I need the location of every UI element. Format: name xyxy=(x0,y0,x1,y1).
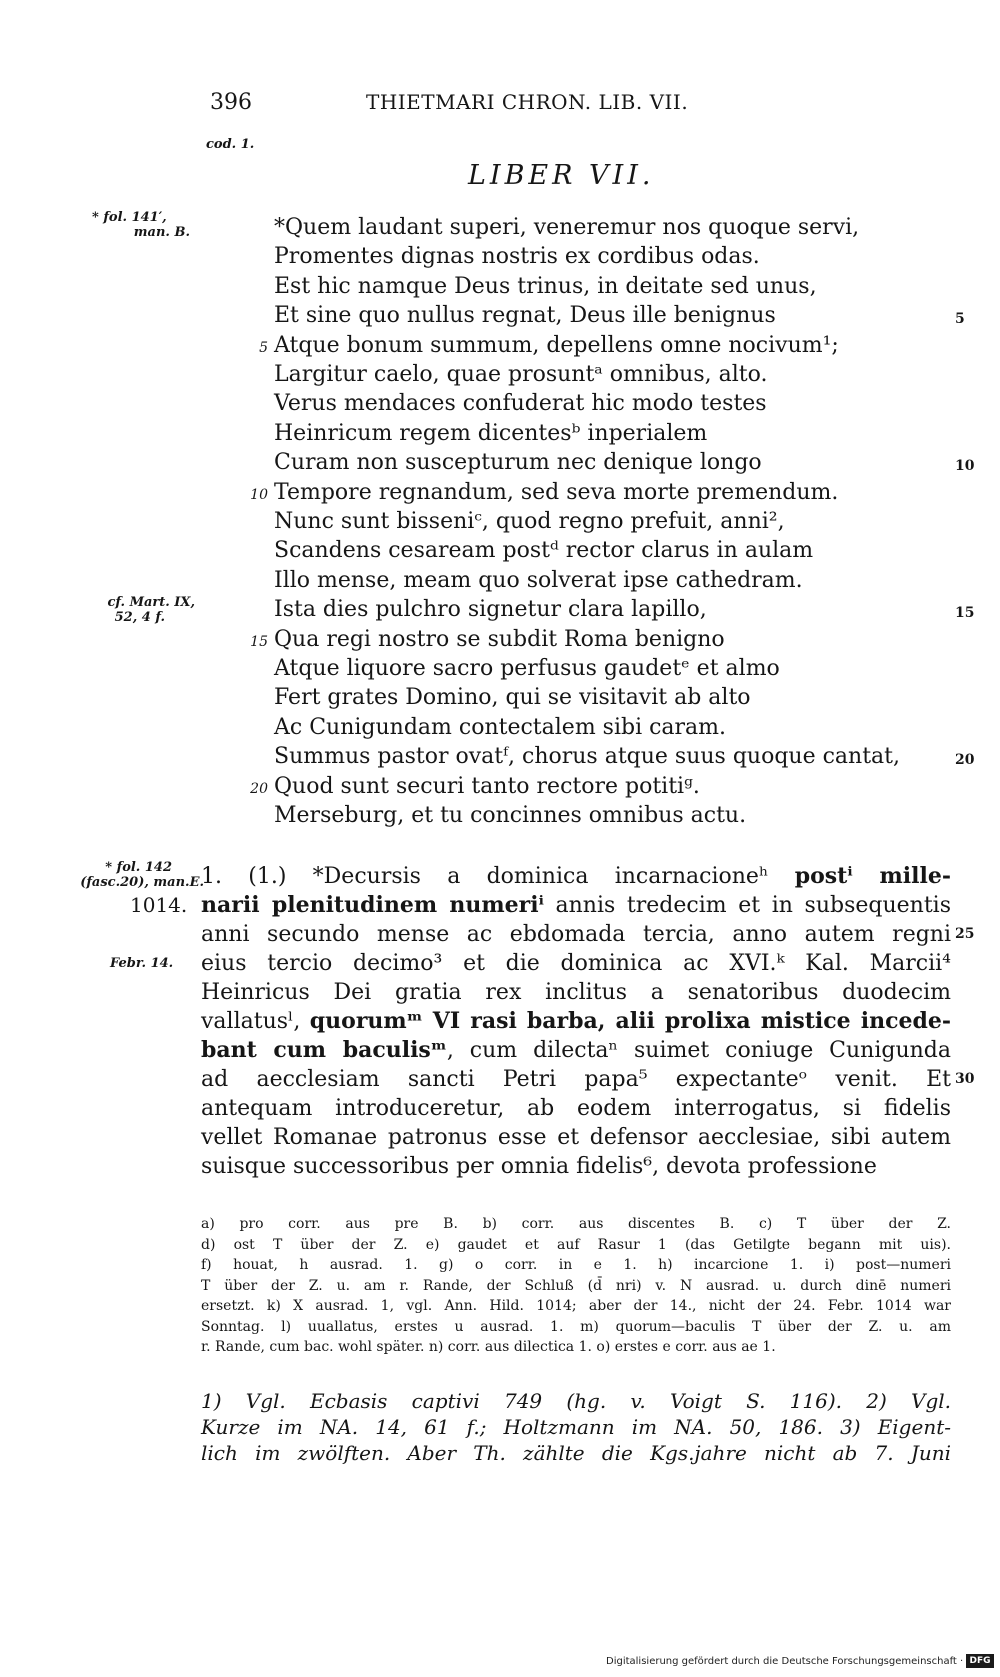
apparatus-line: d) ost T über der Z. e) gaudet et auf Rasur 1 (das Getilgte begann mit uis). xyxy=(201,1237,951,1253)
footnote-line: 1) Vgl. Ecbasis captivi 749 (hg. v. Voigt S. 116). 2) Vgl. xyxy=(201,1389,951,1413)
line-number: 25 xyxy=(955,926,975,942)
verse-number: 5 xyxy=(259,340,268,356)
prose-text: annis tredecim et in subsequentis xyxy=(543,893,952,918)
verse-line: Ac Cunigundam contectalem sibi caram. xyxy=(274,715,727,740)
verse-line: Qua regi nostro se subdit Roma benigno xyxy=(274,627,725,652)
apparatus-line: Sonntag. l) uuallatus, erstes u ausrad. 1. m) quorum—baculis T über der Z. u. am xyxy=(201,1319,951,1335)
prose-text-bold: narii plenitudinem numeriⁱ xyxy=(201,892,544,918)
verse-line: Et sine quo nullus regnat, Deus ille benignus xyxy=(274,303,776,328)
apparatus-line: r. Rande, cum bac. wohl später. n) corr. aus dilectica 1. o) erstes e corr. aus ae 1. xyxy=(201,1339,776,1355)
prose-line: ad aecclesiam sancti Petri papa⁵ expectanteᵒ venit. Et xyxy=(201,1067,951,1092)
verse-line: Tempore regnandum, sed seva morte premendum. xyxy=(274,480,839,505)
verse-line: Atque liquore sacro perfusus gaudetᵉ et almo xyxy=(274,656,780,681)
line-number: 20 xyxy=(955,752,975,768)
prose-text: 1. (1.) *Decursis a dominica incarnacioneʰ xyxy=(201,864,795,889)
verse-line: Largitur caelo, quae prosuntᵃ omnibus, alto. xyxy=(274,362,768,387)
prose-line xyxy=(201,1036,951,1065)
verse-line: Est hic namque Deus trinus, in deitate sed unus, xyxy=(274,274,817,299)
margin-note-fascicle: (fasc.20), man.E. xyxy=(80,875,204,890)
line-number: 15 xyxy=(955,605,975,621)
date-marker: Febr. 14. xyxy=(110,956,174,971)
prose-line: vellet Romanae patronus esse et defensor aecclesiae, sibi autem xyxy=(201,1125,951,1150)
verse-line: Quod sunt securi tanto rectore potitiᵍ. xyxy=(274,774,700,799)
prose-line xyxy=(201,891,951,920)
book-title: LIBER VII. xyxy=(468,160,655,191)
verse-number: 20 xyxy=(250,781,268,797)
verse-line: Illo mense, meam quo solverat ipse cathedram. xyxy=(274,568,803,593)
line-number: 5 xyxy=(955,311,965,327)
footnote-line: Kurze im NA. 14, 61 f.; Holtzmann im NA. 50, 186. 3) Eigent- xyxy=(201,1415,951,1439)
prose-text: , cum dilectaⁿ suimet coniuge Cunigunda xyxy=(446,1038,951,1063)
prose-text-bold: quorumᵐ VI rasi barba, alii prolixa mistice incede- xyxy=(309,1008,951,1034)
prose-text-bold: bant cum baculisᵐ xyxy=(201,1037,447,1063)
page-number: 396 xyxy=(210,90,252,115)
margin-note-manus-b: man. B. xyxy=(133,225,190,240)
verse-line: Verus mendaces confuderat hic modo testes xyxy=(274,391,767,416)
verse-line: Atque bonum summum, depellens omne nocivum¹; xyxy=(274,333,839,358)
apparatus-line: T über der Z. u. am r. Rande, der Schluß (d̄ nri) v. N ausrad. u. durch dinē numeri xyxy=(201,1278,951,1294)
prose-text-bold: postⁱ mille- xyxy=(794,863,951,889)
year-marker: 1014. xyxy=(130,893,188,917)
verse-line: Nunc sunt bisseniᶜ, quod regno prefuit, anni², xyxy=(274,509,785,534)
verse-line: Scandens cesaream postᵈ rector clarus in aulam xyxy=(274,538,814,563)
verse-line: Heinricum regem dicentesᵇ inperialem xyxy=(274,421,708,446)
verse-line: Merseburg, et tu concinnes omnibus actu. xyxy=(274,803,747,828)
codex-note: cod. 1. xyxy=(206,137,255,152)
prose-line: anni secundo mense ac ebdomada tercia, anno autem regni xyxy=(201,922,951,947)
margin-note-folio-142: * fol. 142 xyxy=(105,860,172,875)
verse-line: Promentes dignas nostris ex cordibus odas. xyxy=(274,244,760,269)
funding-banner: Digitalisierung gefördert durch die Deutsche Forschungsgemeinschaft · xyxy=(606,1656,964,1667)
apparatus-line: a) pro corr. aus pre B. b) corr. aus discentes B. c) T über der Z. xyxy=(201,1216,951,1232)
verse-number: 10 xyxy=(250,487,268,503)
dfg-logo: DFG xyxy=(966,1654,994,1668)
verse-line: Fert grates Domino, qui se visitavit ab alto xyxy=(274,685,751,710)
prose-text: vallatusˡ, xyxy=(201,1009,310,1034)
line-number: 10 xyxy=(955,458,975,474)
verse-line: *Quem laudant superi, veneremur nos quoque servi, xyxy=(274,215,860,240)
verse-line: Summus pastor ovatᶠ, chorus atque suus quoque cantat, xyxy=(274,744,900,769)
prose-line xyxy=(201,862,951,891)
verse-number: 15 xyxy=(250,634,268,650)
prose-line: Heinricus Dei gratia rex inclitus a senatoribus duodecim xyxy=(201,980,951,1005)
apparatus-line: ersetzt. k) X ausrad. 1, vgl. Ann. Hild. 1014; aber der 14., nicht der 24. Febr. 1014 war xyxy=(201,1298,951,1314)
margin-note-folio-141: * fol. 141′, xyxy=(92,210,167,225)
prose-line: eius tercio decimo³ et die dominica ac XVI.ᵏ Kal. Marcii⁴ xyxy=(201,951,951,976)
prose-line: suisque successoribus per omnia fidelis⁶, devota professione xyxy=(201,1154,877,1179)
margin-note-martial-ref: cf. Mart. IX, xyxy=(107,595,195,610)
prose-line: antequam introduceretur, ab eodem interrogatus, si fidelis xyxy=(201,1096,951,1121)
prose-line xyxy=(201,1007,951,1036)
verse-line: Ista dies pulchro signetur clara lapillo, xyxy=(274,597,707,622)
apparatus-line: f) houat, h ausrad. 1. g) o corr. in e 1. h) incarcione 1. i) post—numeri xyxy=(201,1257,951,1273)
footnote-line: lich im zwölften. Aber Th. zählte die Kgs.jahre nicht ab 7. Juni xyxy=(201,1441,951,1465)
line-number: 30 xyxy=(955,1071,975,1087)
verse-line: Curam non suscepturum nec denique longo xyxy=(274,450,762,475)
margin-note-martial-lines: 52, 4 f. xyxy=(114,610,165,625)
running-title: THIETMARI CHRON. LIB. VII. xyxy=(366,90,689,114)
